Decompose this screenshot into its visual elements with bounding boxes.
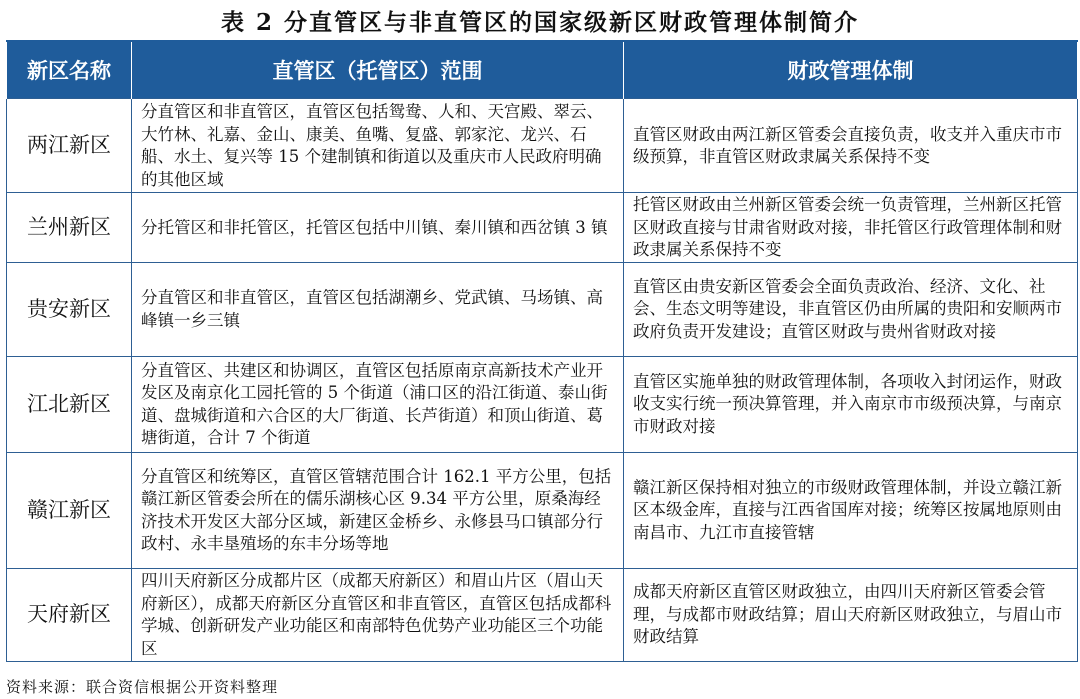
area-name: 两江新区 <box>7 99 132 193</box>
table-row <box>7 262 1078 356</box>
source-note: 资料来源：联合资信根据公开资料整理 <box>6 678 279 696</box>
scope-cell: 分直管区和非直管区，直管区包括鸳鸯、人和、天宫殿、翠云、大竹林、礼嘉、金山、康美、鱼嘴、复盛、郭家沱、龙兴、石船、水土、复兴等 15 个建制镇和街道以及重庆市人民政府明确的其他区域 <box>132 99 624 193</box>
area-name: 天府新区 <box>7 568 132 661</box>
system-cell: 直管区实施单独的财政管理体制，各项收入封闭运作，财政收支实行统一预决算管理，并入南京市市级预决算，与南京市财政对接 <box>624 356 1078 452</box>
table-title: 表 2 分直管区与非直管区的国家级新区财政管理体制简介 <box>220 8 860 36</box>
table-header-row <box>7 41 1078 99</box>
fiscal-table <box>6 40 1077 662</box>
system-cell: 直管区财政由两江新区管委会直接负责，收支并入重庆市市级预算，非直管区财政隶属关系保持不变 <box>624 99 1078 193</box>
system-cell: 成都天府新区直管区财政独立，由四川天府新区管委会管理，与成都市财政结算；眉山天府新区财政独立，与眉山市财政结算 <box>624 568 1078 661</box>
scope-cell: 分直管区和非直管区，直管区包括湖潮乡、党武镇、马场镇、高峰镇一乡三镇 <box>132 262 624 356</box>
area-name: 江北新区 <box>7 356 132 452</box>
scope-cell: 分直管区和统筹区，直管区管辖范围合计 162.1 平方公里，包括赣江新区管委会所在的儒乐湖核心区 9.34 平方公里，原桑海经济技术开发区大部分区域，新建区金桥乡、永修县马口镇部分行政村、永丰垦殖场的东丰分场等地 <box>132 452 624 568</box>
scope-cell: 四川天府新区分成都片区（成都天府新区）和眉山片区（眉山天府新区），成都天府新区分直管区和非直管区，直管区包括成都科学城、创新研发产业功能区和南部特色优势产业功能区三个功能区 <box>132 568 624 661</box>
table <box>6 40 1078 662</box>
table-row <box>7 452 1078 568</box>
area-name: 赣江新区 <box>7 452 132 568</box>
system-cell: 直管区由贵安新区管委会全面负责政治、经济、文化、社会、生态文明等建设，非直管区仍由所属的贵阳和安顺两市政府负责开发建设；直管区财政与贵州省财政对接 <box>624 262 1078 356</box>
scope-cell: 分直管区、共建区和协调区，直管区包括原南京高新技术产业开发区及南京化工园托管的 5 个街道（浦口区的沿江街道、泰山街道、盘城街道和六合区的大厂街道、长芦街道）和顶山街道、葛塘街道，合计 7 个街道 <box>132 356 624 452</box>
table-row <box>7 356 1078 452</box>
header-fiscal-system: 财政管理体制 <box>624 41 1078 99</box>
table-row <box>7 99 1078 193</box>
header-scope: 直管区（托管区）范围 <box>132 41 624 99</box>
system-cell: 托管区财政由兰州新区管委会统一负责管理，兰州新区托管区财政直接与甘肃省财政对接，非托管区行政管理体制和财政隶属关系保持不变 <box>624 193 1078 263</box>
area-name: 贵安新区 <box>7 262 132 356</box>
area-name: 兰州新区 <box>7 193 132 263</box>
table-row <box>7 568 1078 661</box>
scope-cell: 分托管区和非托管区，托管区包括中川镇、秦川镇和西岔镇 3 镇 <box>132 193 624 263</box>
system-cell: 赣江新区保持相对独立的市级财政管理体制，并设立赣江新区本级金库，直接与江西省国库对接；统筹区按属地原则由南昌市、九江市直接管辖 <box>624 452 1078 568</box>
header-new-area-name: 新区名称 <box>7 41 132 99</box>
table-row <box>7 193 1078 263</box>
